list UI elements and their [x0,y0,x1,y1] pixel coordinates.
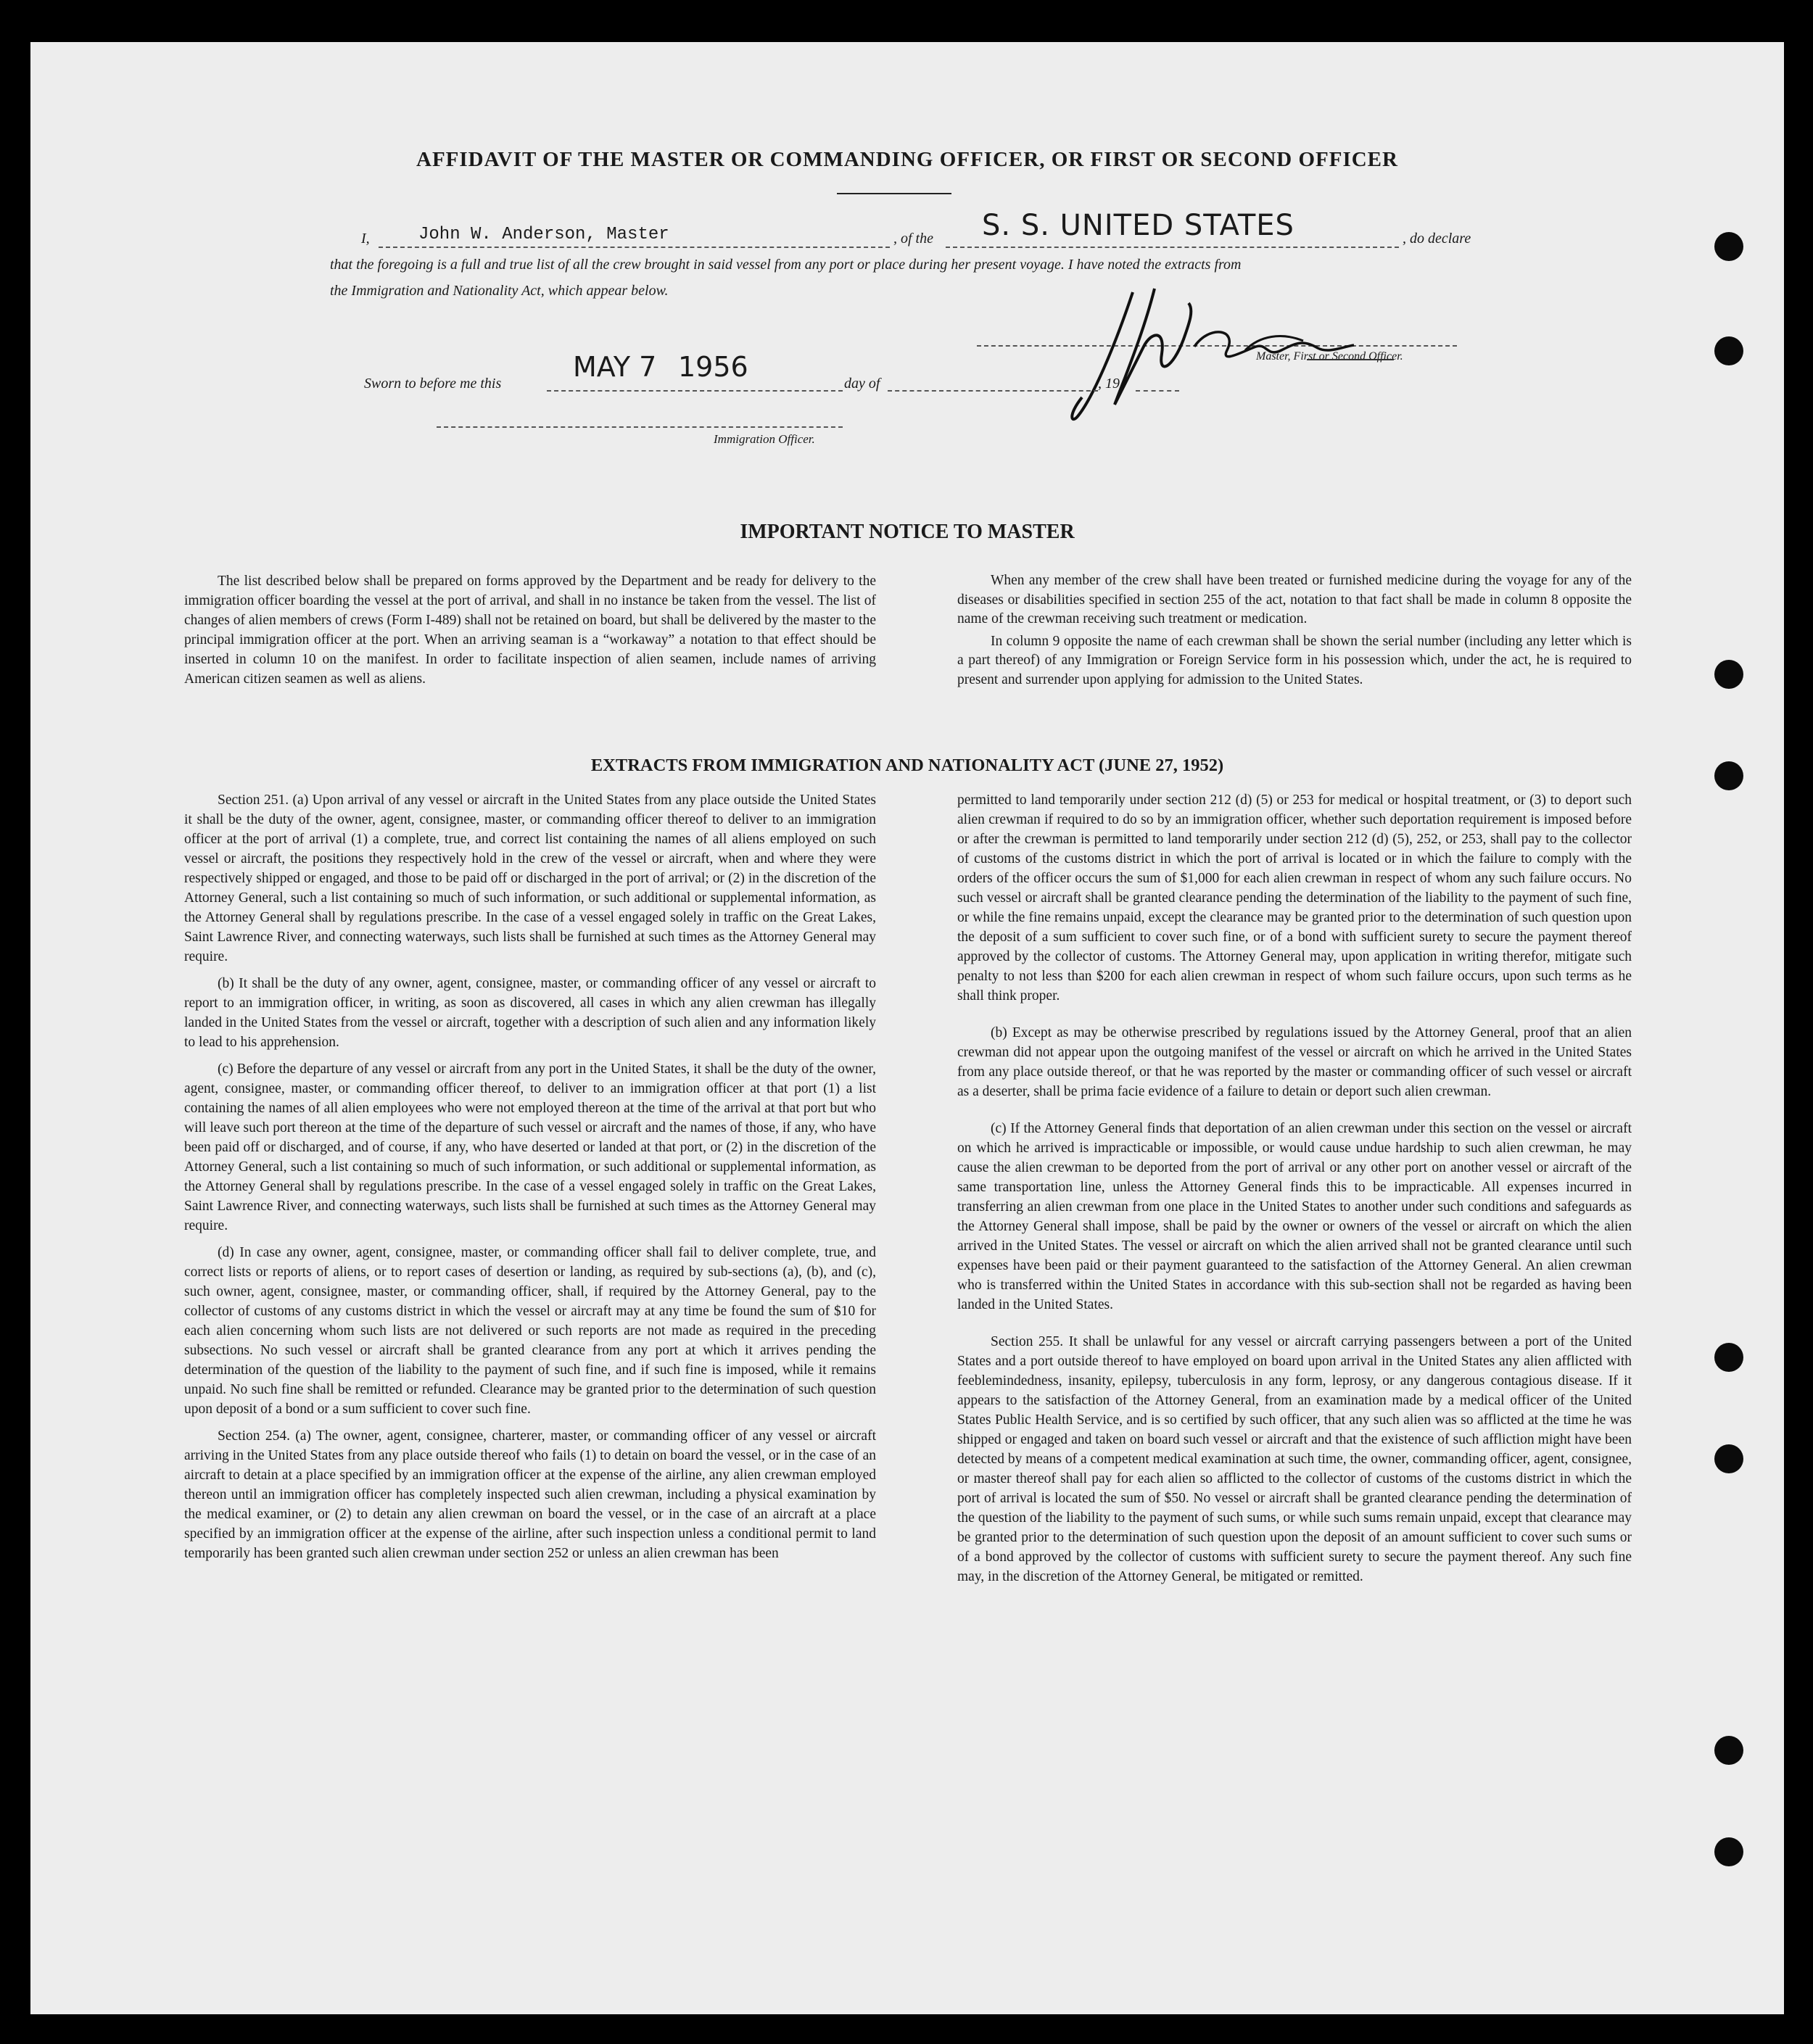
month-blank [888,390,1098,392]
signer-caption: Master, First or Second Officer. [1256,350,1403,363]
notice-right-column [957,571,1632,697]
statute-paragraph: (c) Before the departure of any vessel or aircraft from any port in the United States, it shall be the duty of the owner, agent, consignee, master, or commanding officer thereof, to deliver to an immigration officer at that port (1) a list containing the names of all alien employees who were not employed thereon at the time of the arrival at that port but who will leave such port thereon at the time of the departure of such vessel or aircraft and the names of those, if any, who have been paid off or discharged, and of course, if any, who have deserted or landed at that port, or (2) in the discretion of the Attorney General, such a list containing so much of such information, or such additional or supplemental information, as the Attorney General shall by regulations prescribe. In the case of a vessel engaged solely in traffic on the Great Lakes, Saint Lawrence River, and connecting waterways, such lists shall be furnished at such times as the Attorney General may require. [184,1062,876,1233]
name-blank-line [379,247,890,248]
year-prefix: , 19 [1098,376,1120,392]
statute-paragraph: (b) It shall be the duty of any owner, agent, consignee, master, or commanding officer of any vessel or aircraft to report to an immigration officer, in writing, as soon as discovered, all cases in which any alien crewman has illegally landed in the United States from the vessel or aircraft, together with a description of such alien and any information likely to lead to his apprehension. [184,976,876,1050]
declarant-name: John W. Anderson, Master [418,225,669,244]
statute-paragraph: Section 251. (a) Upon arrival of any vessel or aircraft in the United States from any place outside the United States it shall be the duty of the owner, agent, consignee, master, or commanding officer thereof to deliver to an immigration officer at the port of arrival (1) a complete, true, and correct list containing the names of all aliens employed on such vessel or aircraft, the positions they respectively hold in the crew of the vessel or aircraft, when and where they were respectively shipped or engaged, and those to be paid off or discharged in the port of arrival; or (2) in the discretion of the Attorney General, such a list containing so much of such information, or such additional or supplemental information, as the Attorney General shall by regulations prescribe. In the case of a vessel engaged solely in traffic on the Great Lakes, Saint Lawrence River, and connecting waterways, such lists shall be furnished at such times as the Attorney General may require. [184,793,876,964]
binder-hole [1714,1444,1743,1473]
binder-hole [1714,1343,1743,1372]
caption-strikethrough [1307,359,1394,360]
binder-hole [1714,232,1743,261]
title-underline [837,193,951,194]
extracts-heading: EXTRACTS FROM IMMIGRATION AND NATIONALITY ACT (JUNE 27, 1952) [590,756,1224,775]
declaration-line-2: the Immigration and Nationality Act, which appear below. [330,283,669,299]
binder-hole [1714,1837,1743,1866]
statute-paragraph: (b) Except as may be otherwise prescribed by regulations issued by the Attorney General, proof that an alien crewman did not appear upon the outgoing manifest of the vessel or aircraft on which he arrived in the United States from any place outside thereof, or that he was reported by the master or commanding officer of such vessel or aircraft as a deserter, shall be prima facie evidence of a failure to detain or deport such alien crewman. [957,1025,1632,1099]
statute-paragraph: (d) In case any owner, agent, consignee, master, or commanding officer shall fail to deliver complete, true, and correct lists or reports of aliens, or to report cases of desertion or landing, as required by sub-sections (a), (b), and (c), such owner, agent, consignee, master, or commanding officer, shall, if required by the Attorney General, pay to the collector of customs of any customs district in which the vessel or aircraft may at any time be found the sum of $10 for each alien concerning whom such lists are not delivered or such reports are not made as required in the preceding subsections. No such vessel or aircraft shall be granted clearance from any port at which it arrives pending the determination of the question of the liability to the payment of such fine, and if such fine is imposed, while it remains unpaid. No such fine shall be remitted or refunded. Clearance may be granted prior to the determination of such question upon deposit of a bond or a sum sufficient to cover such fine. [184,1245,876,1417]
notice-heading: IMPORTANT NOTICE TO MASTER [740,521,1075,543]
officer-caption: Immigration Officer. [714,432,815,446]
statute-paragraph: Section 255. It shall be unlawful for any vessel or aircraft carrying passengers between a port of the United States and a port outside thereof to have employed on board upon arrival in the United States any alien afflicted with feeblemindedness, insanity, epilepsy, tuberculosis in any form, leprosy, or any dangerous contagious disease. If it appears to the satisfaction of the Attorney General, from an examination made by a medical officer of the United States Public Health Service, and is so certified by such officer, that any such alien was so afflicted at the time he was shipped or engaged and taken on board such vessel or aircraft and that the existence of such affliction might have been detected by means of a competent medical examination at such time, the owner, commanding officer, agent, consignee, or master thereof shall pay for each alien so afflicted to the collector of customs of the customs district in which the port of arrival is located the sum of $50. No vessel or aircraft shall be granted clearance pending the determination of the question of the liability to the payment of such sums, or while such sums remain unpaid, except that clearance may be granted prior to the determination of such question upon the deposit of an amount sufficient to cover such sums or of a bond approved by the collector of customs with sufficient surety to secure the payment thereof. Any such fine may, in the discretion of the Attorney General, be mitigated or remitted. [957,1334,1632,1584]
vessel-name-stamp: S. S. UNITED STATES [982,209,1294,242]
binder-hole [1714,660,1743,689]
of-the-label: , of the [893,231,933,247]
declaration-line-1: that the foregoing is a full and true list of all the crew brought in said vessel from any port or place during her present voyage. I have noted the extracts from [330,257,1242,273]
sworn-year-stamp: 1956 [678,351,748,383]
notice-left-column [184,571,876,696]
extracts-right-column [957,790,1632,1604]
master-signature [1064,260,1368,434]
document-page [30,42,1784,2014]
binder-hole [1714,336,1743,365]
notice-paragraph: The list described below shall be prepared on forms approved by the Department and be ready for delivery to the immigration officer boarding the vessel at the port of arrival, and shall in no instance be taken from the vessel. The list of changes of alien members of crews (Form I-489) shall not be retained on board, but shall be delivered by the master to the principal immigration officer at the port. When an arriving seaman is a “workaway” a notation to that effect should be inserted in column 10 on the manifest. In order to facilitate inspection of alien seamen, include names of arriving American citizen seamen as well as aliens. [184,574,876,687]
statute-paragraph: permitted to land temporarily under section 212 (d) (5) or 253 for medical or hospital treatment, or (3) to deport such alien crewman if required to do so by an immigration officer, whether such deportation requirement is imposed before or after the crewman is permitted to land temporarily under section 212 (d) (5), 252, or 253, shall pay to the collector of customs of the customs district in which the port of arrival is located or in which the failure to comply with the orders of the officer occurs the sum of $1,000 for each alien crewman in respect of whom any such failure occurs. No such vessel or aircraft shall be granted clearance pending the determination of the liability to the payment of such fine, or while the fine remains unpaid, except the clearance may be granted prior to the determination of such question upon the deposit of a sum sufficient to cover such fine, or of a bond with sufficient surety to secure the payment thereof approved by the collector of customs. The Attorney General may, upon application in writing therefor, mitigate such penalty to not less than $200 for each alien crewman in respect of whom such failure occurs, upon such terms as he shall think proper. [957,793,1632,1004]
notice-paragraph: In column 9 opposite the name of each crewman shall be shown the serial number (including any letter which is a part thereof) of any Immigration or Foreign Service form in his possession which, under the act, he is required to present and surrender upon applying for admission to the United States. [957,633,1632,687]
notice-paragraph: When any member of the crew shall have been treated or furnished medicine during the voyage for any of the diseases or disabilities specified in section 255 of the act, notation to that fact shall be made in column 8 opposite the name of the crewman receiving such treatment or medication. [957,573,1632,626]
sworn-label: Sworn to before me this [364,376,502,392]
binder-hole [1714,1736,1743,1765]
affidavit-title: AFFIDAVIT OF THE MASTER OR COMMANDING OFFICER, OR FIRST OR SECOND OFFICER [416,148,1398,171]
extracts-left-column [184,790,876,1571]
declarant-prefix: I, [361,231,370,247]
vessel-blank-line [946,247,1399,248]
day-of-label: day of [844,376,880,392]
binder-hole [1714,761,1743,790]
statute-paragraph: (c) If the Attorney General finds that deportation of an alien crewman under this section on the vessel or aircraft on which he arrived is impracticable or impossible, or would cause undue hardship to such alien crewman, he may cause the alien crewman to be deported from the port of arrival or any other port on another vessel or aircraft of the same transportation line, unless the Attorney General finds this to be impracticable. All expenses incurred in transferring an alien crewman from one place in the United States to another under such conditions and safeguards as the Attorney General shall impose, shall be paid by the owner or owners of the vessel or aircraft on which the alien arrived in the United States. The vessel or aircraft on which the alien arrived shall not be granted clearance until such expenses have been paid or their payment guaranteed to the satisfaction of the Attorney General. An alien crewman who is transferred within the United States in accordance with this sub-section shall not be regarded as having been landed in the United States. [957,1121,1632,1312]
year-blank [1136,390,1179,392]
sworn-date-stamp: MAY 7 [573,351,657,383]
officer-signature-line [437,426,843,428]
sworn-day-blank [547,390,843,392]
statute-paragraph: Section 254. (a) The owner, agent, consignee, charterer, master, or commanding officer of any vessel or aircraft arriving in the United States from any place outside thereof who fails (1) to detain on board the vessel, or in the case of an aircraft to detain at a place specified by an immigration officer at the expense of the airline, any alien crewman employed thereon until an immigration officer has completely inspected such alien crewman, including a physical examination by the medical examiner, or (2) to detain any alien crewman on board the vessel, or in the case of an aircraft at a place specified by an immigration officer at the expense of the airline, after such inspection unless a conditional permit to land temporarily has been granted such alien crewman under section 252 or unless an alien crewman has been [184,1428,876,1561]
do-declare-label: , do declare [1403,231,1471,247]
